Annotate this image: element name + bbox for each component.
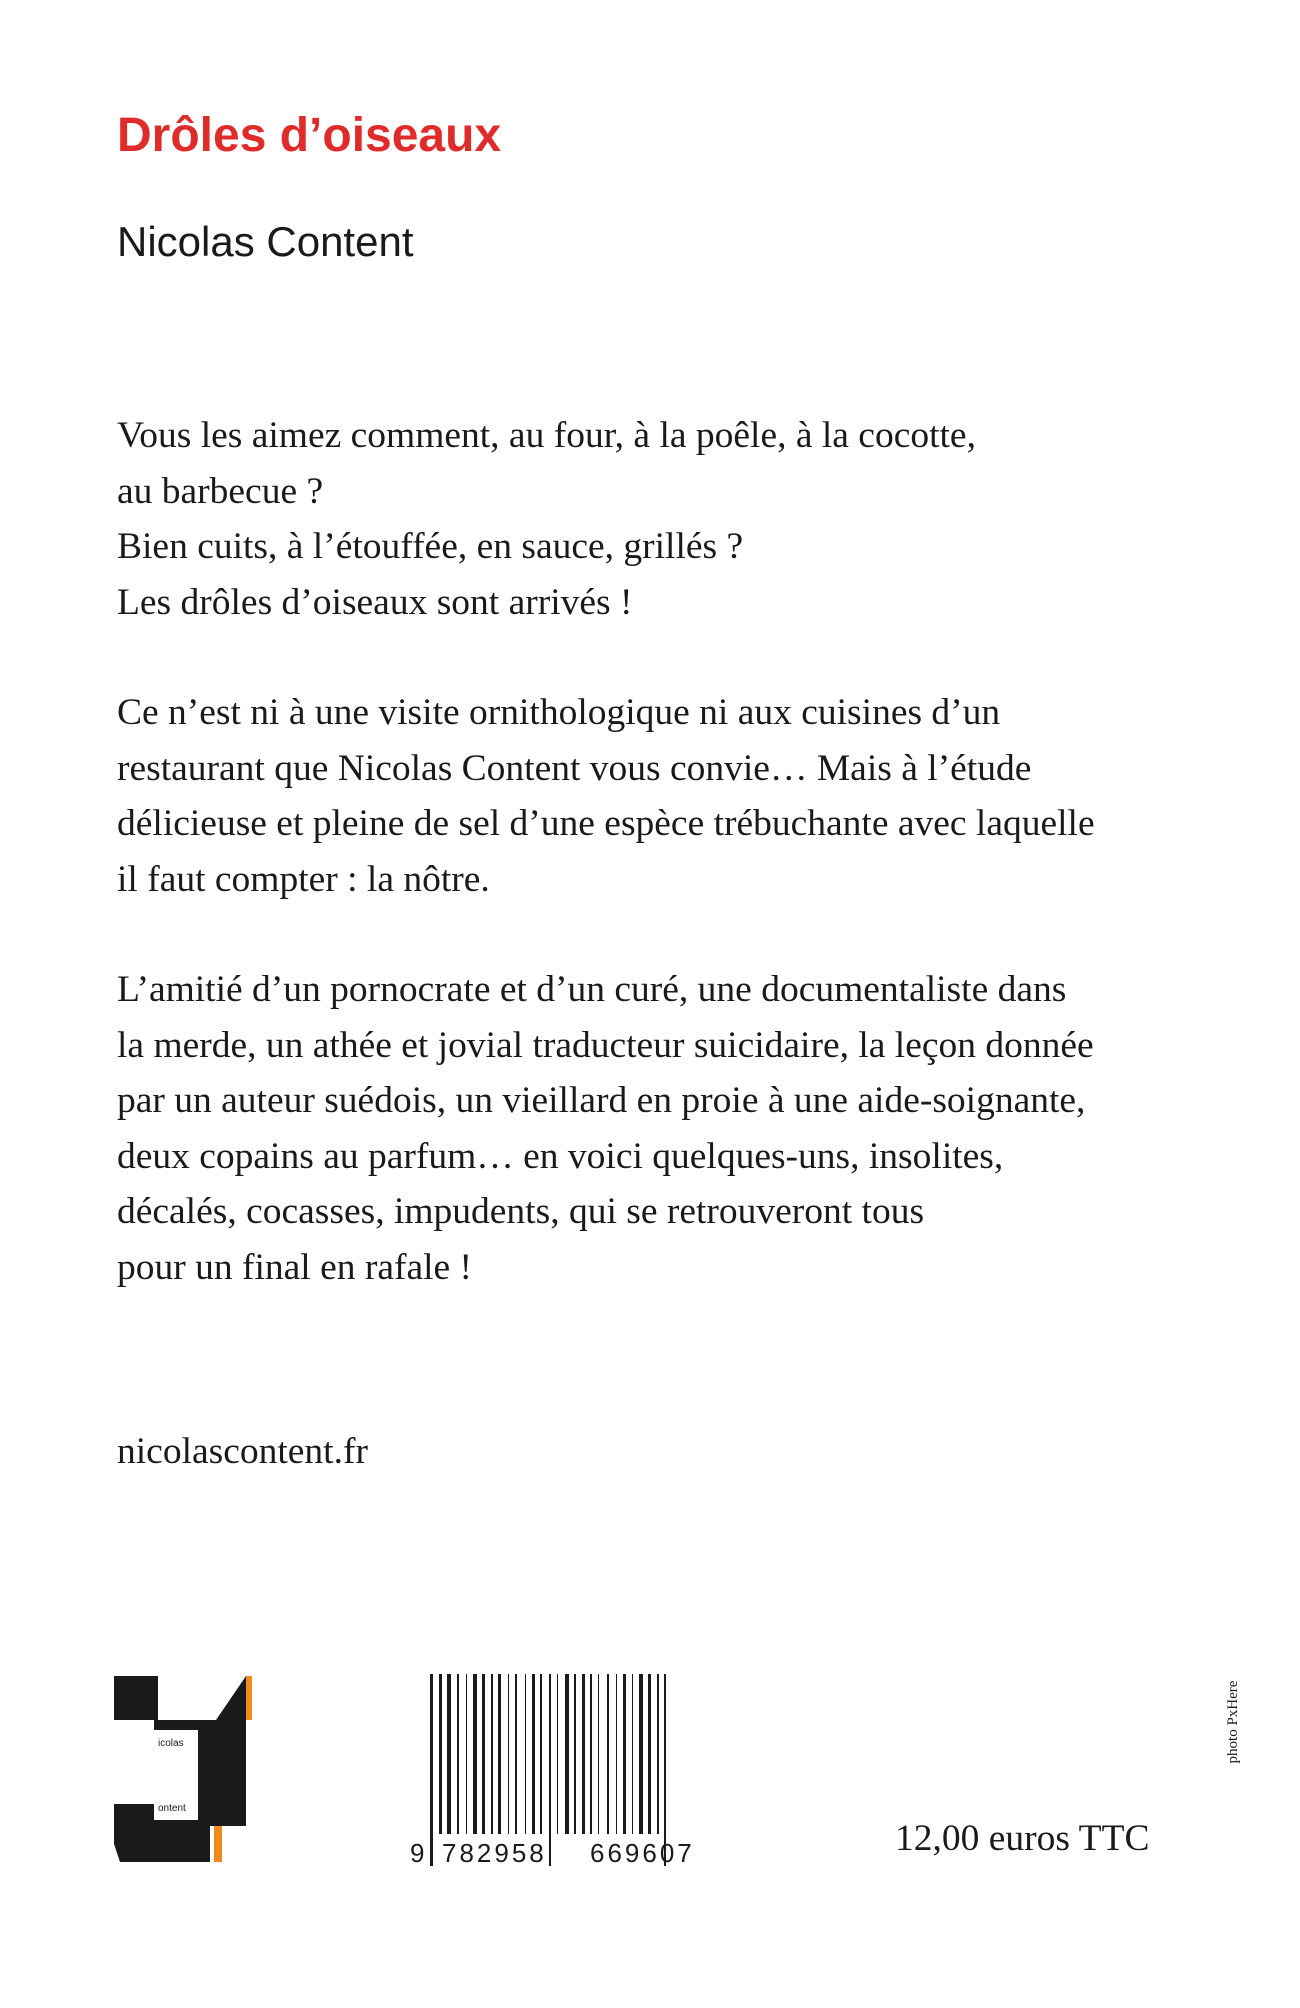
book-title: Drôles d’oiseaux [117, 109, 502, 162]
blurb-paragraph-1 [117, 408, 1237, 630]
blurb-line: pour un final en rafale ! [117, 1246, 473, 1288]
barcode-bar [457, 1674, 459, 1834]
blurb-line: restaurant que Nicolas Content vous convie… Mais à l’étude [117, 747, 1032, 789]
blurb-paragraph-2 [117, 685, 1237, 907]
barcode-bar [540, 1674, 542, 1834]
blurb-line: Ce n’est ni à une visite ornithologique ni aux cuisines d’un [117, 692, 1001, 733]
photo-credit: photo PxHere [1225, 1680, 1241, 1764]
barcode-bar [565, 1674, 569, 1834]
logo-word-top: icolas [158, 1738, 184, 1749]
barcode-bar [466, 1674, 467, 1834]
barcode-bar [632, 1674, 633, 1834]
isbn-barcode [408, 1674, 752, 1866]
blurb-line: Vous les aimez comment, au four, à la poêle, à la cocotte, [117, 415, 976, 456]
blurb-line: décalés, cocasses, impudents, qui se retrouveront tous [117, 1191, 925, 1232]
blurb-line: il faut compter : la nôtre. [117, 858, 490, 900]
barcode-bar [498, 1674, 501, 1834]
blurb [117, 408, 1237, 1350]
blurb-line: Bien cuits, à l’étouffée, en sauce, grillés ? [117, 526, 744, 567]
barcode-bar [623, 1674, 626, 1834]
logo-accent-top [246, 1676, 252, 1720]
barcode-bar [515, 1674, 517, 1834]
blurb-line: au barbecue ? [117, 470, 324, 512]
barcode-bar [574, 1674, 576, 1834]
barcode-bar [491, 1674, 493, 1834]
barcode-bar [430, 1674, 433, 1866]
blurb-line: L’amitié d’un pornocrate et d’un curé, une documentaliste dans [117, 969, 1067, 1010]
blurb-line: par un auteur suédois, un vieillard en proie à une aide-soignante, [117, 1080, 1086, 1121]
author-name: Nicolas Content [117, 218, 414, 265]
blurb-paragraph-3 [117, 962, 1237, 1295]
barcode-bar [657, 1674, 659, 1834]
barcode-right-digits: 669607 [590, 1838, 695, 1866]
publisher-logo [114, 1676, 252, 1862]
barcode-bar [616, 1674, 617, 1834]
barcode-bar [473, 1674, 477, 1834]
barcode-bar [582, 1674, 585, 1834]
barcode-bar [549, 1674, 551, 1866]
barcode-bar [607, 1674, 609, 1834]
barcode-bar [508, 1674, 509, 1834]
barcode-bar [532, 1674, 535, 1834]
barcode-bar [648, 1674, 651, 1834]
barcode-bar [557, 1674, 558, 1834]
barcode-left-digits: 782958 [442, 1838, 547, 1866]
price: 12,00 euros TTC [895, 1818, 1150, 1859]
barcode-bar [598, 1674, 599, 1834]
blurb-line: la merde, un athée et jovial traducteur suicidaire, la leçon donnée [117, 1024, 1094, 1066]
barcode-bar [525, 1674, 526, 1834]
blurb-line: délicieuse et pleine de sel d’une espèce trébuchante avec laquelle [117, 803, 1095, 844]
barcode-bar [639, 1674, 643, 1834]
barcode-bar [482, 1674, 485, 1834]
barcode-bar [590, 1674, 592, 1834]
barcode-bar [447, 1674, 451, 1834]
blurb-line: Les drôles d’oiseaux sont arrivés ! [117, 581, 633, 623]
barcode-first-digit: 9 [410, 1838, 425, 1866]
logo-word-bottom: ontent [158, 1803, 186, 1814]
blurb-line: deux copains au parfum… en voici quelques-uns, insolites, [117, 1135, 1004, 1177]
website-url: nicolascontent.fr [117, 1431, 368, 1472]
barcode-bar [439, 1674, 442, 1834]
